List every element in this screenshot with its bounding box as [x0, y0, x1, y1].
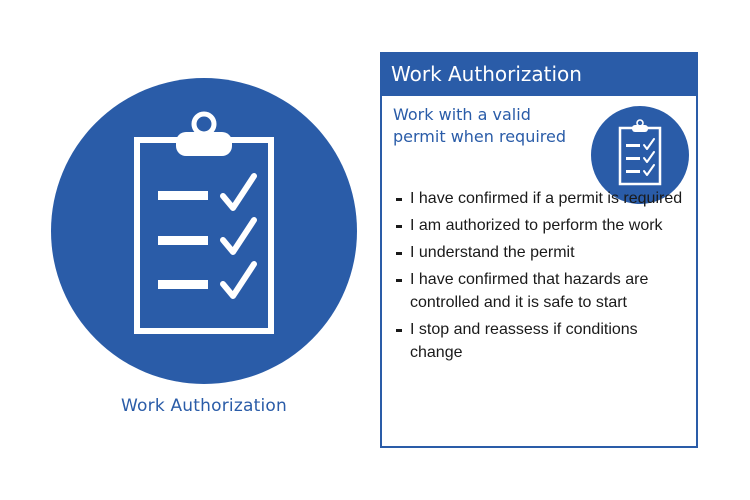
list-item-text: I have confirmed if a permit is required: [410, 190, 683, 207]
checklist-line-3: [158, 280, 208, 289]
work-authorization-card: [380, 52, 698, 448]
checklist-line-2: [158, 236, 208, 245]
card-subtitle: Work with a valid permit when required: [393, 105, 567, 146]
list-item: [382, 187, 692, 210]
small-checklist-line-3: [626, 170, 640, 173]
list-item-text: I stop and reassess if conditions change: [410, 321, 638, 361]
small-checklist-line-1: [626, 144, 640, 147]
list-item: [382, 318, 692, 364]
bullet-icon: [396, 225, 402, 228]
small-checklist-line-2: [626, 157, 640, 160]
list-item: [382, 241, 692, 264]
list-item-text: I am authorized to perform the work: [410, 217, 663, 234]
checklist-line-1: [158, 191, 208, 200]
bullet-list: [382, 187, 692, 368]
bullet-icon: [396, 329, 402, 332]
list-item: [382, 214, 692, 237]
icon-background-circle: [51, 78, 357, 384]
bullet-icon: [396, 279, 402, 282]
icon-caption: Work Authorization: [121, 396, 287, 416]
bullet-icon: [396, 252, 402, 255]
card-title: Work Authorization: [382, 54, 696, 96]
list-item: [382, 268, 692, 314]
clipboard-checklist-icon: [51, 78, 357, 384]
list-item-text: I understand the permit: [410, 244, 575, 261]
list-item-text: I have confirmed that hazards are controlled and it is safe to start: [410, 271, 649, 311]
bullet-icon: [396, 198, 402, 201]
